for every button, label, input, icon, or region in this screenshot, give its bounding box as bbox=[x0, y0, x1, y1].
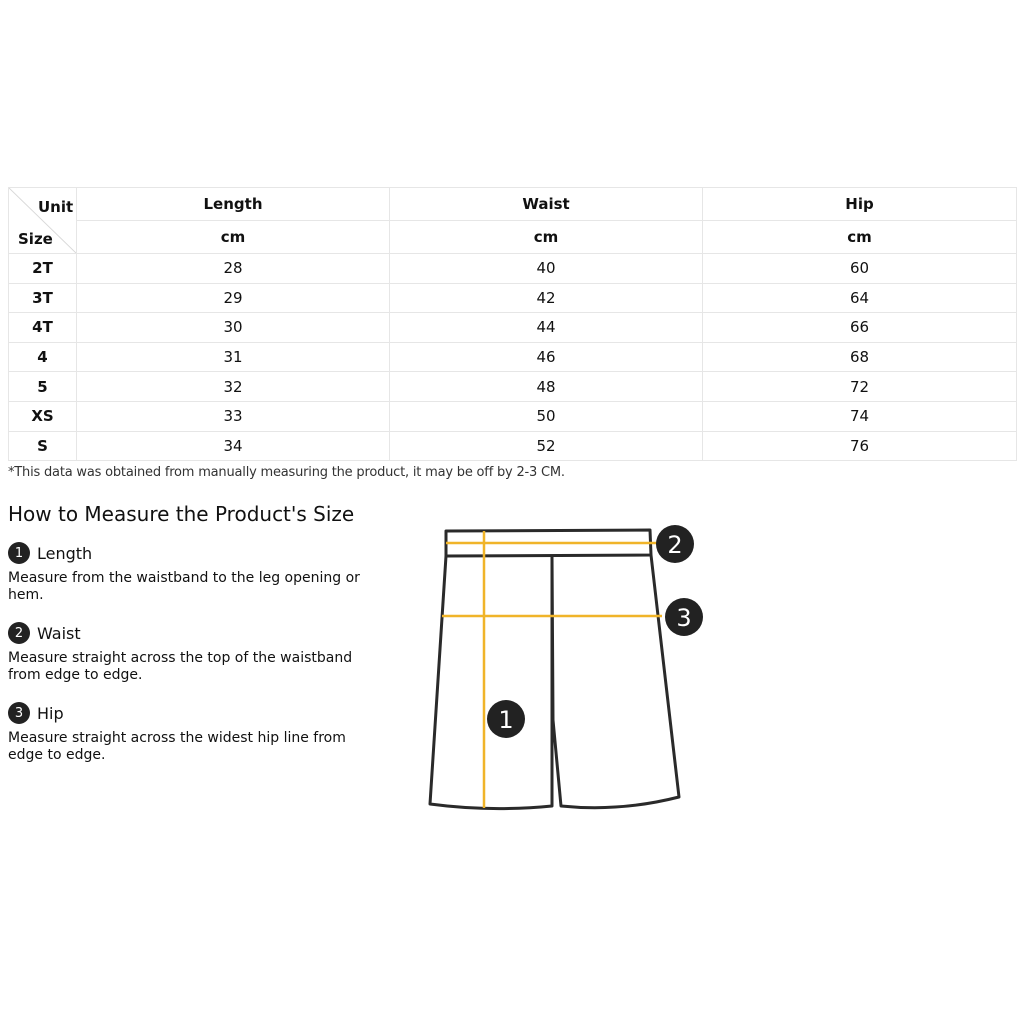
size-chart-table bbox=[8, 187, 1017, 461]
step-length bbox=[8, 541, 383, 604]
header-hip: Hip bbox=[703, 188, 1017, 221]
table-unit-row bbox=[9, 221, 1017, 254]
length-cell: 31 bbox=[77, 342, 390, 372]
length-cell: 33 bbox=[77, 401, 390, 431]
length-cell: 30 bbox=[77, 313, 390, 343]
length-cell: 28 bbox=[77, 254, 390, 284]
waist-cell: 42 bbox=[390, 283, 703, 313]
hip-cell: 76 bbox=[703, 431, 1017, 461]
waist-cell: 40 bbox=[390, 254, 703, 284]
table-row bbox=[9, 283, 1017, 313]
number-1-icon: 1 bbox=[8, 542, 30, 564]
marker-label: 3 bbox=[676, 604, 692, 632]
step-hip bbox=[8, 701, 383, 764]
corner-unit-label: Unit bbox=[38, 198, 74, 216]
table-row bbox=[9, 401, 1017, 431]
size-cell: 4 bbox=[9, 342, 77, 372]
shorts-outline-illustration bbox=[430, 530, 679, 809]
step-description: Measure from the waistband to the leg opening or hem. bbox=[8, 570, 360, 603]
step-waist bbox=[8, 621, 383, 684]
measurement-footnote: *This data was obtained from manually measuring the product, it may be off by 2-3 CM. bbox=[8, 465, 565, 480]
number-2-icon: 2 bbox=[8, 622, 30, 644]
length-cell: 32 bbox=[77, 372, 390, 402]
size-cell: XS bbox=[9, 401, 77, 431]
step-header bbox=[8, 541, 383, 565]
marker-label: 1 bbox=[498, 706, 514, 734]
howto-title: How to Measure the Product's Size bbox=[8, 502, 355, 526]
table-row bbox=[9, 313, 1017, 343]
marker-hip-icon bbox=[665, 598, 703, 636]
marker-label: 2 bbox=[667, 531, 683, 559]
hip-cell: 72 bbox=[703, 372, 1017, 402]
table-header-row bbox=[9, 188, 1017, 221]
table-row bbox=[9, 254, 1017, 284]
hip-cell: 64 bbox=[703, 283, 1017, 313]
waist-cell: 48 bbox=[390, 372, 703, 402]
waist-cell: 52 bbox=[390, 431, 703, 461]
length-cell: 34 bbox=[77, 431, 390, 461]
step-label: Length bbox=[37, 543, 93, 563]
step-description: Measure straight across the widest hip line from edge to edge. bbox=[8, 730, 346, 763]
unit-hip: cm bbox=[703, 221, 1017, 254]
step-header bbox=[8, 701, 383, 725]
unit-length: cm bbox=[77, 221, 390, 254]
size-cell: 2T bbox=[9, 254, 77, 284]
marker-waist-icon bbox=[656, 525, 694, 563]
hip-cell: 60 bbox=[703, 254, 1017, 284]
size-cell: 4T bbox=[9, 313, 77, 343]
size-cell: 5 bbox=[9, 372, 77, 402]
length-cell: 29 bbox=[77, 283, 390, 313]
table-row bbox=[9, 372, 1017, 402]
marker-length-icon bbox=[487, 700, 525, 738]
hip-cell: 74 bbox=[703, 401, 1017, 431]
unit-waist: cm bbox=[390, 221, 703, 254]
step-label: Hip bbox=[37, 703, 64, 723]
header-waist: Waist bbox=[390, 188, 703, 221]
step-description: Measure straight across the top of the waistband from edge to edge. bbox=[8, 650, 353, 683]
waist-cell: 44 bbox=[390, 313, 703, 343]
number-3-icon: 3 bbox=[8, 702, 30, 724]
table-corner-cell bbox=[9, 188, 77, 254]
header-length: Length bbox=[77, 188, 390, 221]
step-header bbox=[8, 621, 383, 645]
size-cell: S bbox=[9, 431, 77, 461]
table-row bbox=[9, 342, 1017, 372]
hip-cell: 68 bbox=[703, 342, 1017, 372]
waist-cell: 50 bbox=[390, 401, 703, 431]
hip-cell: 66 bbox=[703, 313, 1017, 343]
shorts-measurement-diagram bbox=[420, 520, 710, 820]
step-label: Waist bbox=[37, 623, 81, 643]
waist-cell: 46 bbox=[390, 342, 703, 372]
size-cell: 3T bbox=[9, 283, 77, 313]
corner-size-label: Size bbox=[18, 230, 53, 248]
table-row bbox=[9, 431, 1017, 461]
